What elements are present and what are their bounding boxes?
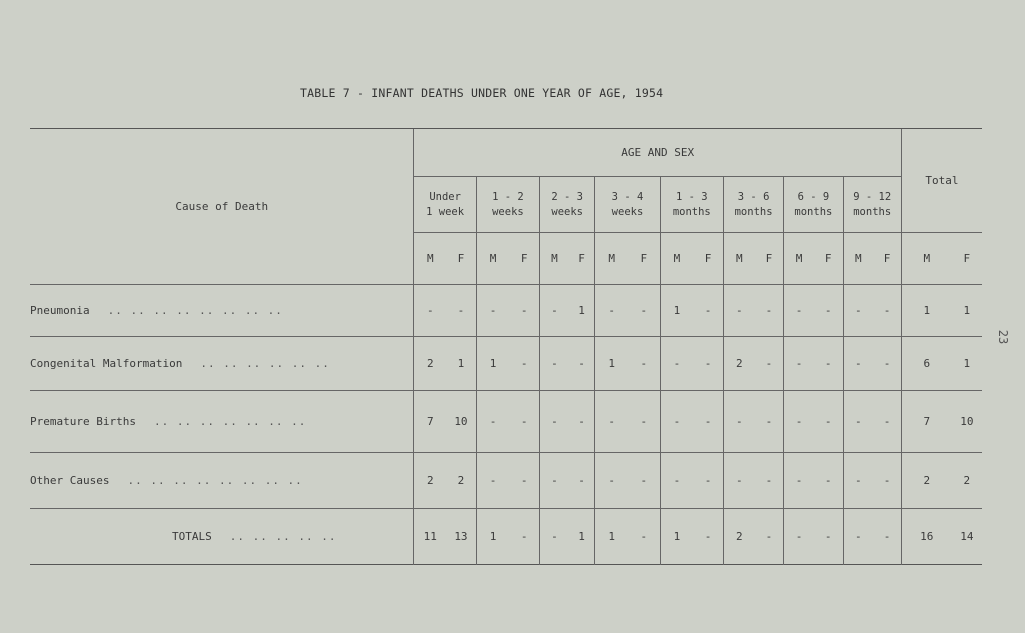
table-cell: - (540, 453, 569, 509)
table-cell: - (640, 357, 648, 370)
table-cell: - (723, 453, 754, 509)
age-group-header (595, 177, 660, 233)
table-cell: - (704, 357, 712, 370)
table-cell: - (640, 474, 648, 487)
table-cell: 13 (454, 530, 468, 543)
table-cell: - (520, 530, 528, 543)
table-cell: - (578, 415, 585, 428)
leader-dots: .. .. .. .. .. .. .. .. (107, 304, 283, 317)
table-cell: - (476, 453, 509, 509)
table-cell: - (640, 304, 648, 317)
male-header: M (723, 233, 754, 285)
table-cell: 1 (476, 337, 509, 391)
female-header: F (628, 233, 660, 285)
table-cell: - (476, 391, 509, 453)
age-group-line2: 1 week (426, 205, 465, 218)
total-header: Total (901, 129, 982, 233)
age-group-line2: weeks (492, 205, 524, 218)
table-cell: - (660, 337, 693, 391)
age-group-line1: 1 - 2 (492, 190, 524, 203)
table-title: TABLE 7 - INFANT DEATHS UNDER ONE YEAR OF AGE, 1954 (300, 86, 664, 100)
table-cell: 2 (457, 474, 465, 487)
age-group-header (784, 177, 843, 233)
table-cell: 11 (414, 509, 446, 565)
cause-label: Other Causes (30, 474, 110, 487)
age-group-header (660, 177, 723, 233)
table-cell: - (765, 415, 773, 428)
female-header: F (446, 233, 476, 285)
table-cell: 1 (578, 530, 585, 543)
table-cell: - (784, 453, 814, 509)
table-cell: - (595, 285, 628, 337)
table-cell: - (723, 391, 754, 453)
table-cell: 10 (454, 415, 468, 428)
table-cell: 1 (901, 285, 951, 337)
table-cell: - (595, 391, 628, 453)
table-cell: - (784, 337, 814, 391)
table-cell: 7 (414, 391, 446, 453)
table-cell: - (843, 509, 873, 565)
table-cell: - (520, 304, 528, 317)
table-cell: 1 (457, 357, 465, 370)
table-cell: - (765, 474, 773, 487)
age-group-line2: weeks (611, 205, 644, 218)
table-cell: - (765, 357, 773, 370)
table-cell: - (843, 285, 873, 337)
table-cell: - (824, 474, 832, 487)
table-cell: 2 (414, 453, 446, 509)
table-cell: - (704, 415, 712, 428)
table-cell: - (723, 285, 754, 337)
age-group-line1: 6 - 9 (797, 190, 830, 203)
table-cell: - (540, 391, 569, 453)
table-cell: - (595, 453, 628, 509)
male-header: M (784, 233, 814, 285)
age-group-line2: months (794, 205, 833, 218)
table-cell: - (784, 285, 814, 337)
age-and-sex-header: AGE AND SEX (414, 129, 901, 177)
table-cell: 1 (963, 304, 971, 317)
age-group-line1: Under (429, 190, 461, 203)
male-header: M (595, 233, 628, 285)
age-group-header (843, 177, 901, 233)
female-header: F (509, 233, 539, 285)
table-row (30, 453, 982, 509)
table-cell: - (578, 357, 585, 370)
table-cell: 2 (901, 453, 951, 509)
table-cell: - (765, 530, 773, 543)
page-number: 23 (996, 329, 1011, 345)
table-cell: - (883, 474, 891, 487)
table-cell: - (520, 474, 528, 487)
age-group-line2: weeks (551, 205, 583, 218)
table-row (30, 337, 982, 391)
table-cell: - (414, 285, 446, 337)
table-cell: 14 (960, 530, 974, 543)
age-group-header (476, 177, 539, 233)
table-cell: - (824, 530, 832, 543)
table-cell: - (883, 357, 891, 370)
table-cell: 1 (595, 509, 628, 565)
table-cell: - (520, 357, 528, 370)
table-cell: 6 (901, 337, 951, 391)
age-group-line2: months (672, 205, 711, 218)
female-header: F (952, 233, 982, 285)
age-group-line2: months (853, 205, 892, 218)
table-cell: - (843, 391, 873, 453)
table-cell: 10 (960, 415, 974, 428)
male-header: M (476, 233, 509, 285)
infant-deaths-table (30, 128, 982, 565)
table-cell: - (578, 474, 585, 487)
table-cell: - (843, 453, 873, 509)
female-header: F (873, 233, 901, 285)
leader-dots: .. .. .. .. .. (229, 530, 337, 543)
table-cell: - (476, 285, 509, 337)
table-cell: - (640, 415, 648, 428)
age-group-line1: 9 - 12 (853, 190, 892, 203)
male-header: M (540, 233, 569, 285)
table-row (30, 509, 982, 565)
table-cell: 2 (414, 337, 446, 391)
table-cell: - (660, 453, 693, 509)
table-row (30, 391, 982, 453)
table-cell: 2 (723, 509, 754, 565)
leader-dots: .. .. .. .. .. .. (200, 357, 330, 370)
female-header: F (569, 233, 595, 285)
age-group-line1: 3 - 4 (611, 190, 644, 203)
table-cell: - (704, 304, 712, 317)
table-cell: - (457, 304, 465, 317)
leader-dots: .. .. .. .. .. .. .. (153, 415, 307, 428)
male-header: M (901, 233, 951, 285)
cause-label: Congenital Malformation (30, 357, 183, 370)
table-cell: - (540, 509, 569, 565)
cause-of-death-header: Cause of Death (30, 129, 414, 285)
table-cell: - (883, 530, 891, 543)
female-header: F (693, 233, 723, 285)
table-cell: - (640, 530, 648, 543)
cause-label: Premature Births (30, 415, 136, 428)
table-cell: 2 (723, 337, 754, 391)
table-cell: 2 (963, 474, 971, 487)
table-cell: - (824, 357, 832, 370)
female-header: F (814, 233, 843, 285)
table-cell: 1 (595, 337, 628, 391)
age-group-header (723, 177, 783, 233)
table-cell: - (784, 391, 814, 453)
male-header: M (660, 233, 693, 285)
leader-dots: .. .. .. .. .. .. .. .. (127, 474, 303, 487)
table-cell: - (784, 509, 814, 565)
table-cell: 1 (578, 304, 585, 317)
table-row (30, 285, 982, 337)
table-cell: - (540, 285, 569, 337)
table-cell: - (704, 530, 712, 543)
table-cell: 1 (476, 509, 509, 565)
table-cell: - (883, 415, 891, 428)
table-cell: - (824, 304, 832, 317)
age-group-header (540, 177, 595, 233)
cause-label: TOTALS (172, 530, 212, 543)
table-cell: 16 (901, 509, 951, 565)
age-group-line2: months (734, 205, 773, 218)
table-cell: - (660, 391, 693, 453)
table-cell: - (520, 415, 528, 428)
table-cell: 1 (660, 285, 693, 337)
table-cell: - (843, 337, 873, 391)
table-cell: 1 (963, 357, 971, 370)
table-cell: - (765, 304, 773, 317)
table-cell: - (704, 474, 712, 487)
male-header: M (843, 233, 873, 285)
table-cell: - (824, 415, 832, 428)
cause-label: Pneumonia (30, 304, 90, 317)
age-group-line1: 1 - 3 (675, 190, 708, 203)
age-group-line1: 2 - 3 (551, 190, 583, 203)
table-cell: 7 (901, 391, 951, 453)
table-cell: - (883, 304, 891, 317)
age-group-line1: 3 - 6 (737, 190, 770, 203)
male-header: M (414, 233, 446, 285)
table-cell: - (540, 337, 569, 391)
table-cell: 1 (660, 509, 693, 565)
female-header: F (755, 233, 784, 285)
age-group-header (414, 177, 476, 233)
